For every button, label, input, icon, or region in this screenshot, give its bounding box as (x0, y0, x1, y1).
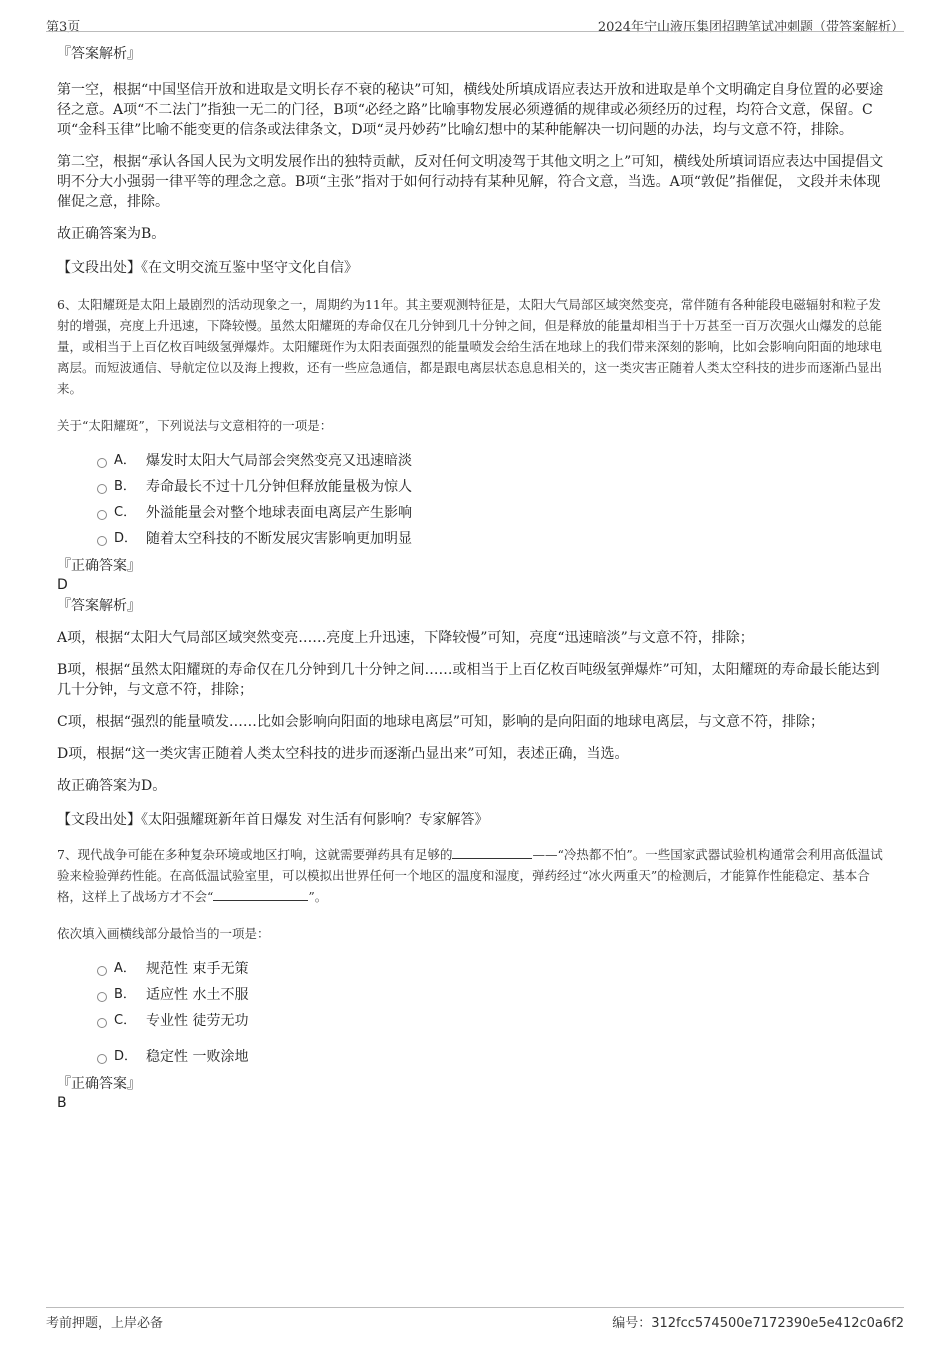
q6-analysis-a: A项，根据“太阳大气局部区域突然变亮……亮度上升迅速，下降较慢”可知，亮度“迅速暗淡”与文意不符，排除； (57, 630, 754, 646)
q7-option-a[interactable]: A． 规范性 束手无策 (57, 956, 890, 982)
q7-correct-answer: B (57, 1095, 67, 1111)
q6-analysis-c: C项，根据“强烈的能量喷发……比如会影响向阳面的地球电离层”可知，影响的是向阳面的地球电离层，与文意不符，排除； (57, 714, 825, 730)
page-number: 第3页 (46, 20, 81, 35)
q6-analysis-d: D项，根据“这一类灾害正随着人类太空科技的进步而逐渐凸显出来”可知，表述正确，当选。 (57, 746, 629, 762)
q5-analysis-para-1: 第一空，根据“中国坚信开放和进取是文明长存不衰的秘诀”可知，横线处所填成语应表达开放和进取是单个文明确定自身位置的必要途径之意。A项“不二法门”指独一无二的门径，B项“必经之路”比喻事物发展必须遵循的规律或必须经历的过程，均符合文意，保留。C项“金科玉律”比喻不能变更的信条或法律条文，D项“灵丹妙药”比喻幻想中的某种能解决一切问题的办法，均与文意不符，排除。 (57, 82, 884, 138)
page-header (46, 10, 904, 35)
header-divider (46, 31, 904, 32)
q6-option-c[interactable]: C． 外溢能量会对整个地球表面电离层产生影响 (57, 500, 890, 526)
q6-option-d[interactable]: D． 随着太空科技的不断发展灾害影响更加明显 (57, 526, 890, 552)
q6-prompt: 关于“太阳耀斑”，下列说法与文意相符的一项是： (57, 418, 333, 433)
document-title: 2024年宁山液压集团招聘笔试冲刺题（带答案解析） (597, 20, 904, 35)
q7-stem: 7、现代战争可能在多种复杂环境或地区打响，这就需要弹药具有足够的 ——“冷热都不怕”。一些国家武器试验机构通常会利用高低温试验来检验弹药性能。在高低温试验室里，可以模拟出世界任何一个地区的温度和湿度，弹药经过“冰火两重天”的检测后，才能算作性能稳定、基本合格，这样上了战场方才不会“ ”。 (57, 844, 890, 907)
q6-conclusion: 故正确答案为D。 (57, 778, 167, 794)
radio-icon[interactable] (97, 1018, 107, 1028)
q6-option-b[interactable]: B． 寿命最长不过十几分钟但释放能量极为惊人 (57, 474, 890, 500)
q7-option-c[interactable]: C． 专业性 徒劳无功 (57, 1008, 890, 1034)
radio-icon[interactable] (97, 458, 107, 468)
q5-source: 【文段出处】《在文明交流互鉴中坚守文化自信》 (57, 260, 358, 276)
radio-icon[interactable] (97, 1054, 107, 1064)
radio-icon[interactable] (97, 536, 107, 546)
radio-icon[interactable] (97, 966, 107, 976)
q7-blank-1[interactable] (452, 844, 532, 859)
q6-stem: 6、太阳耀斑是太阳上最剧烈的活动现象之一，周期约为11年。其主要观测特征是，太阳大气局部区域突然变亮，常伴随有各种能段电磁辐射和粒子发射的增强，亮度上升迅速，下降较慢。虽然太阳耀斑的寿命仅在几分钟到几十分钟之间，但是释放的能量却相当于十万甚至一百万次强火山爆发的总能量，或相当于上百亿枚百吨级氢弹爆炸。太阳耀斑作为太阳表面强烈的能量喷发会给生活在地球上的我们带来深刻的影响，比如会影响向阳面的地球电离层。而短波通信、导航定位以及海上搜救，还有一些应急通信，都是跟电离层状态息息相关的，这一类灾害正随着人类太空科技的进步而逐渐凸显出来。 (57, 297, 883, 396)
q5-analysis-para-2: 第二空，根据“承认各国人民为文明发展作出的独特贡献，反对任何文明凌驾于其他文明之上”可知，横线处所填词语应表达中国提倡文明不分大小强弱一律平等的理念之意。B项“主张”指对于如何行动持有某种见解，符合文意，当选。A项“敦促”指催促， 文段并未体现催促之意，排除。 (57, 154, 884, 210)
footer-slogan: 考前押题，上岸必备 (46, 1316, 164, 1331)
q7-options (57, 956, 890, 1070)
q6-analysis-label: 『答案解析』 (57, 598, 141, 614)
q6-option-a[interactable]: A． 爆发时太阳大气局部会突然变亮又迅速暗淡 (57, 448, 890, 474)
footer-divider (46, 1307, 904, 1308)
page-content (57, 44, 890, 1112)
q6-correct-label: 『正确答案』 (57, 558, 141, 574)
q6-correct-answer: D (57, 577, 68, 593)
radio-icon[interactable] (97, 992, 107, 1002)
q7-prompt: 依次填入画横线部分最恰当的一项是： (57, 926, 270, 941)
q5-conclusion: 故正确答案为B。 (57, 226, 166, 242)
radio-icon[interactable] (97, 484, 107, 494)
q6-source: 【文段出处】《太阳强耀斑新年首日爆发 对生活有何影响？专家解答》 (57, 812, 489, 828)
q7-correct-label: 『正确答案』 (57, 1076, 141, 1092)
q6-options (57, 448, 890, 552)
q7-option-b[interactable]: B． 适应性 水土不服 (57, 982, 890, 1008)
radio-icon[interactable] (97, 510, 107, 520)
q7-blank-2[interactable] (213, 886, 308, 901)
q5-analysis-label: 『答案解析』 (57, 46, 141, 62)
q6-analysis-b: B项，根据“虽然太阳耀斑的寿命仅在几分钟到几十分钟之间……或相当于上百亿枚百吨级氢弹爆炸”可知，太阳耀斑的寿命最长能达到几十分钟，与文意不符，排除； (57, 662, 880, 698)
q7-option-d[interactable]: D． 稳定性 一败涂地 (57, 1044, 890, 1070)
document-code: 编号：312fcc574500e7172390e5e412c0a6f2 (612, 1316, 904, 1331)
